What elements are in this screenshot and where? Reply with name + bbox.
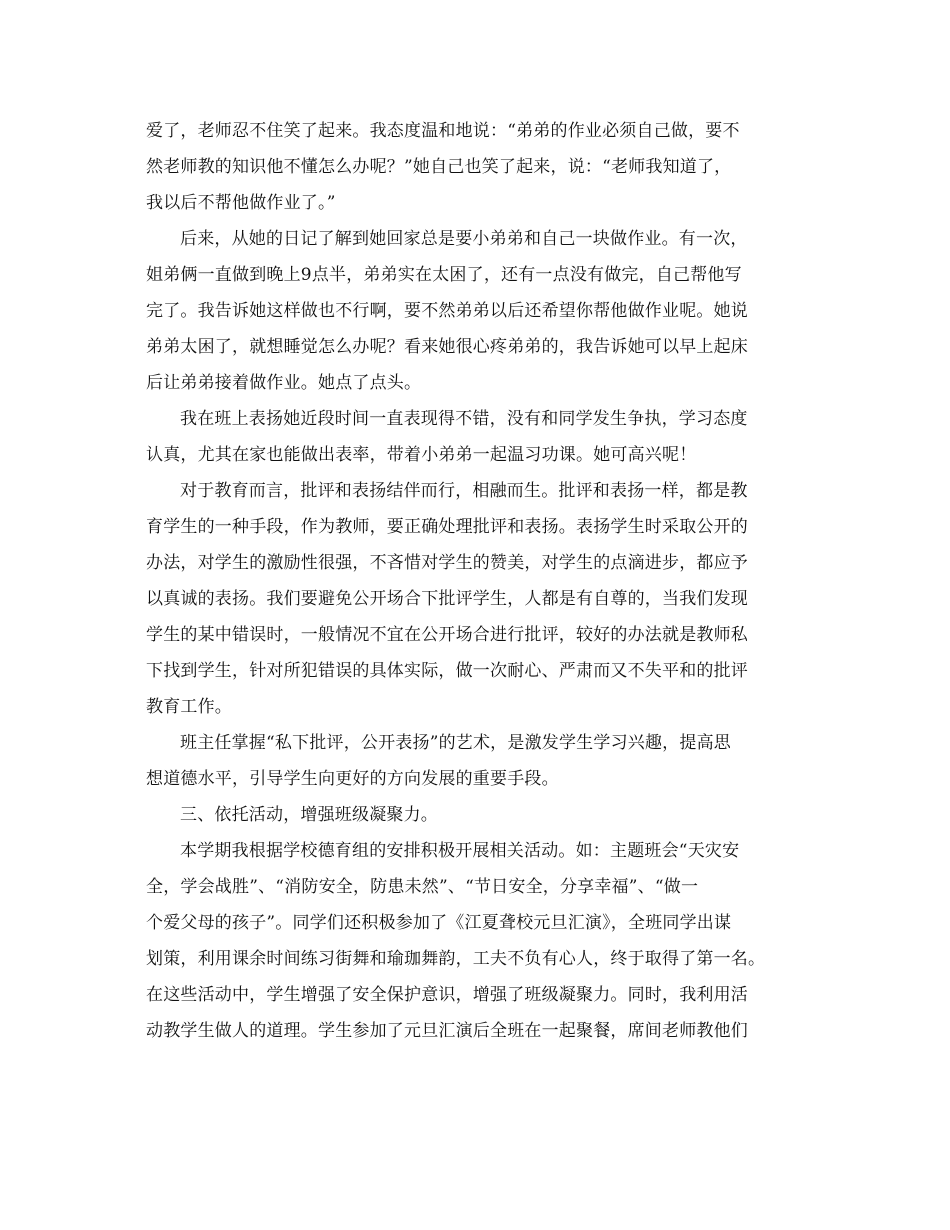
text-line: 个爱父母的孩子”。同学们还积极参加了《江夏聋校元旦汇演》，全班同学出谋 [146, 913, 732, 933]
text-line: 我在班上表扬她近段时间一直表现得不错，没有和同学发生争执，学习态度 [180, 409, 748, 429]
text-line: 育学生的一种手段，作为教师，要正确处理批评和表扬。表扬学生时采取公开的 [146, 517, 748, 537]
text-line: 姐弟俩一直做到晚上9点半，弟弟实在太困了，还有一点没有做完，自己帮他写 [146, 265, 742, 285]
text-line: 教育工作。 [146, 697, 232, 717]
text-line: 以真诚的表扬。我们要避免公开场合下批评学生，人都是有自尊的，当我们发现 [146, 589, 748, 609]
text-line: 全，学会战胜”、“消防安全，防患未然”、“节日安全，分享幸福”、“做一 [146, 877, 699, 897]
text-line: 我以后不帮他做作业了。” [146, 193, 336, 213]
text-line: 认真，尤其在家也能做出表率，带着小弟弟一起温习功课。她可高兴呢！ [146, 445, 697, 465]
text-line: 本学期我根据学校德育组的安排积极开展相关活动。如：主题班会“天灾安 [180, 841, 740, 861]
text-line: 下找到学生，针对所犯错误的具体实际，做一次耐心、严肃而又不失平和的批评 [146, 661, 748, 681]
document-body [146, 113, 810, 1049]
text-line: 划策，利用课余时间练习街舞和瑜珈舞韵，工夫不负有心人，终于取得了第一名。 [146, 949, 766, 969]
text-line: 办法，对学生的激励性很强，不吝惜对学生的赞美，对学生的点滴进步，都应予 [146, 553, 748, 573]
text-line: 三、依托活动，增强班级凝聚力。 [180, 805, 438, 825]
text-line: 对于教育而言，批评和表扬结伴而行，相融而生。批评和表扬一样，都是教 [180, 481, 748, 501]
text-line: 动教学生做人的道理。学生参加了元旦汇演后全班在一起聚餐，席间老师教他们 [146, 1021, 748, 1041]
text-line: 爱了，老师忍不住笑了起来。我态度温和地说：“弟弟的作业必须自己做，要不 [146, 121, 740, 141]
text-line: 后来，从她的日记了解到她回家总是要小弟弟和自己一块做作业。有一次， [180, 229, 748, 249]
text-line: 在这些活动中，学生增强了安全保护意识，增强了班级凝聚力。同时，我利用活 [146, 985, 748, 1005]
text-line: 想道德水平，引导学生向更好的方向发展的重要手段。 [146, 769, 559, 789]
text-line: 完了。我告诉她这样做也不行啊，要不然弟弟以后还希望你帮他做作业呢。她说 [146, 301, 748, 321]
text-line: 学生的某中错误时，一般情况不宜在公开场合进行批评，较好的办法就是教师私 [146, 625, 748, 645]
text-line: 后让弟弟接着做作业。她点了点头。 [146, 373, 422, 393]
text-line: 弟弟太困了，就想睡觉怎么办呢？看来她很心疼弟弟的，我告诉她可以早上起床 [146, 337, 748, 357]
text-line: 班主任掌握“私下批评，公开表扬”的艺术，是激发学生学习兴趣，提高思 [180, 733, 731, 753]
text-line: 然老师教的知识他不懂怎么办呢？”她自己也笑了起来，说：“老师我知道了， [146, 157, 732, 177]
